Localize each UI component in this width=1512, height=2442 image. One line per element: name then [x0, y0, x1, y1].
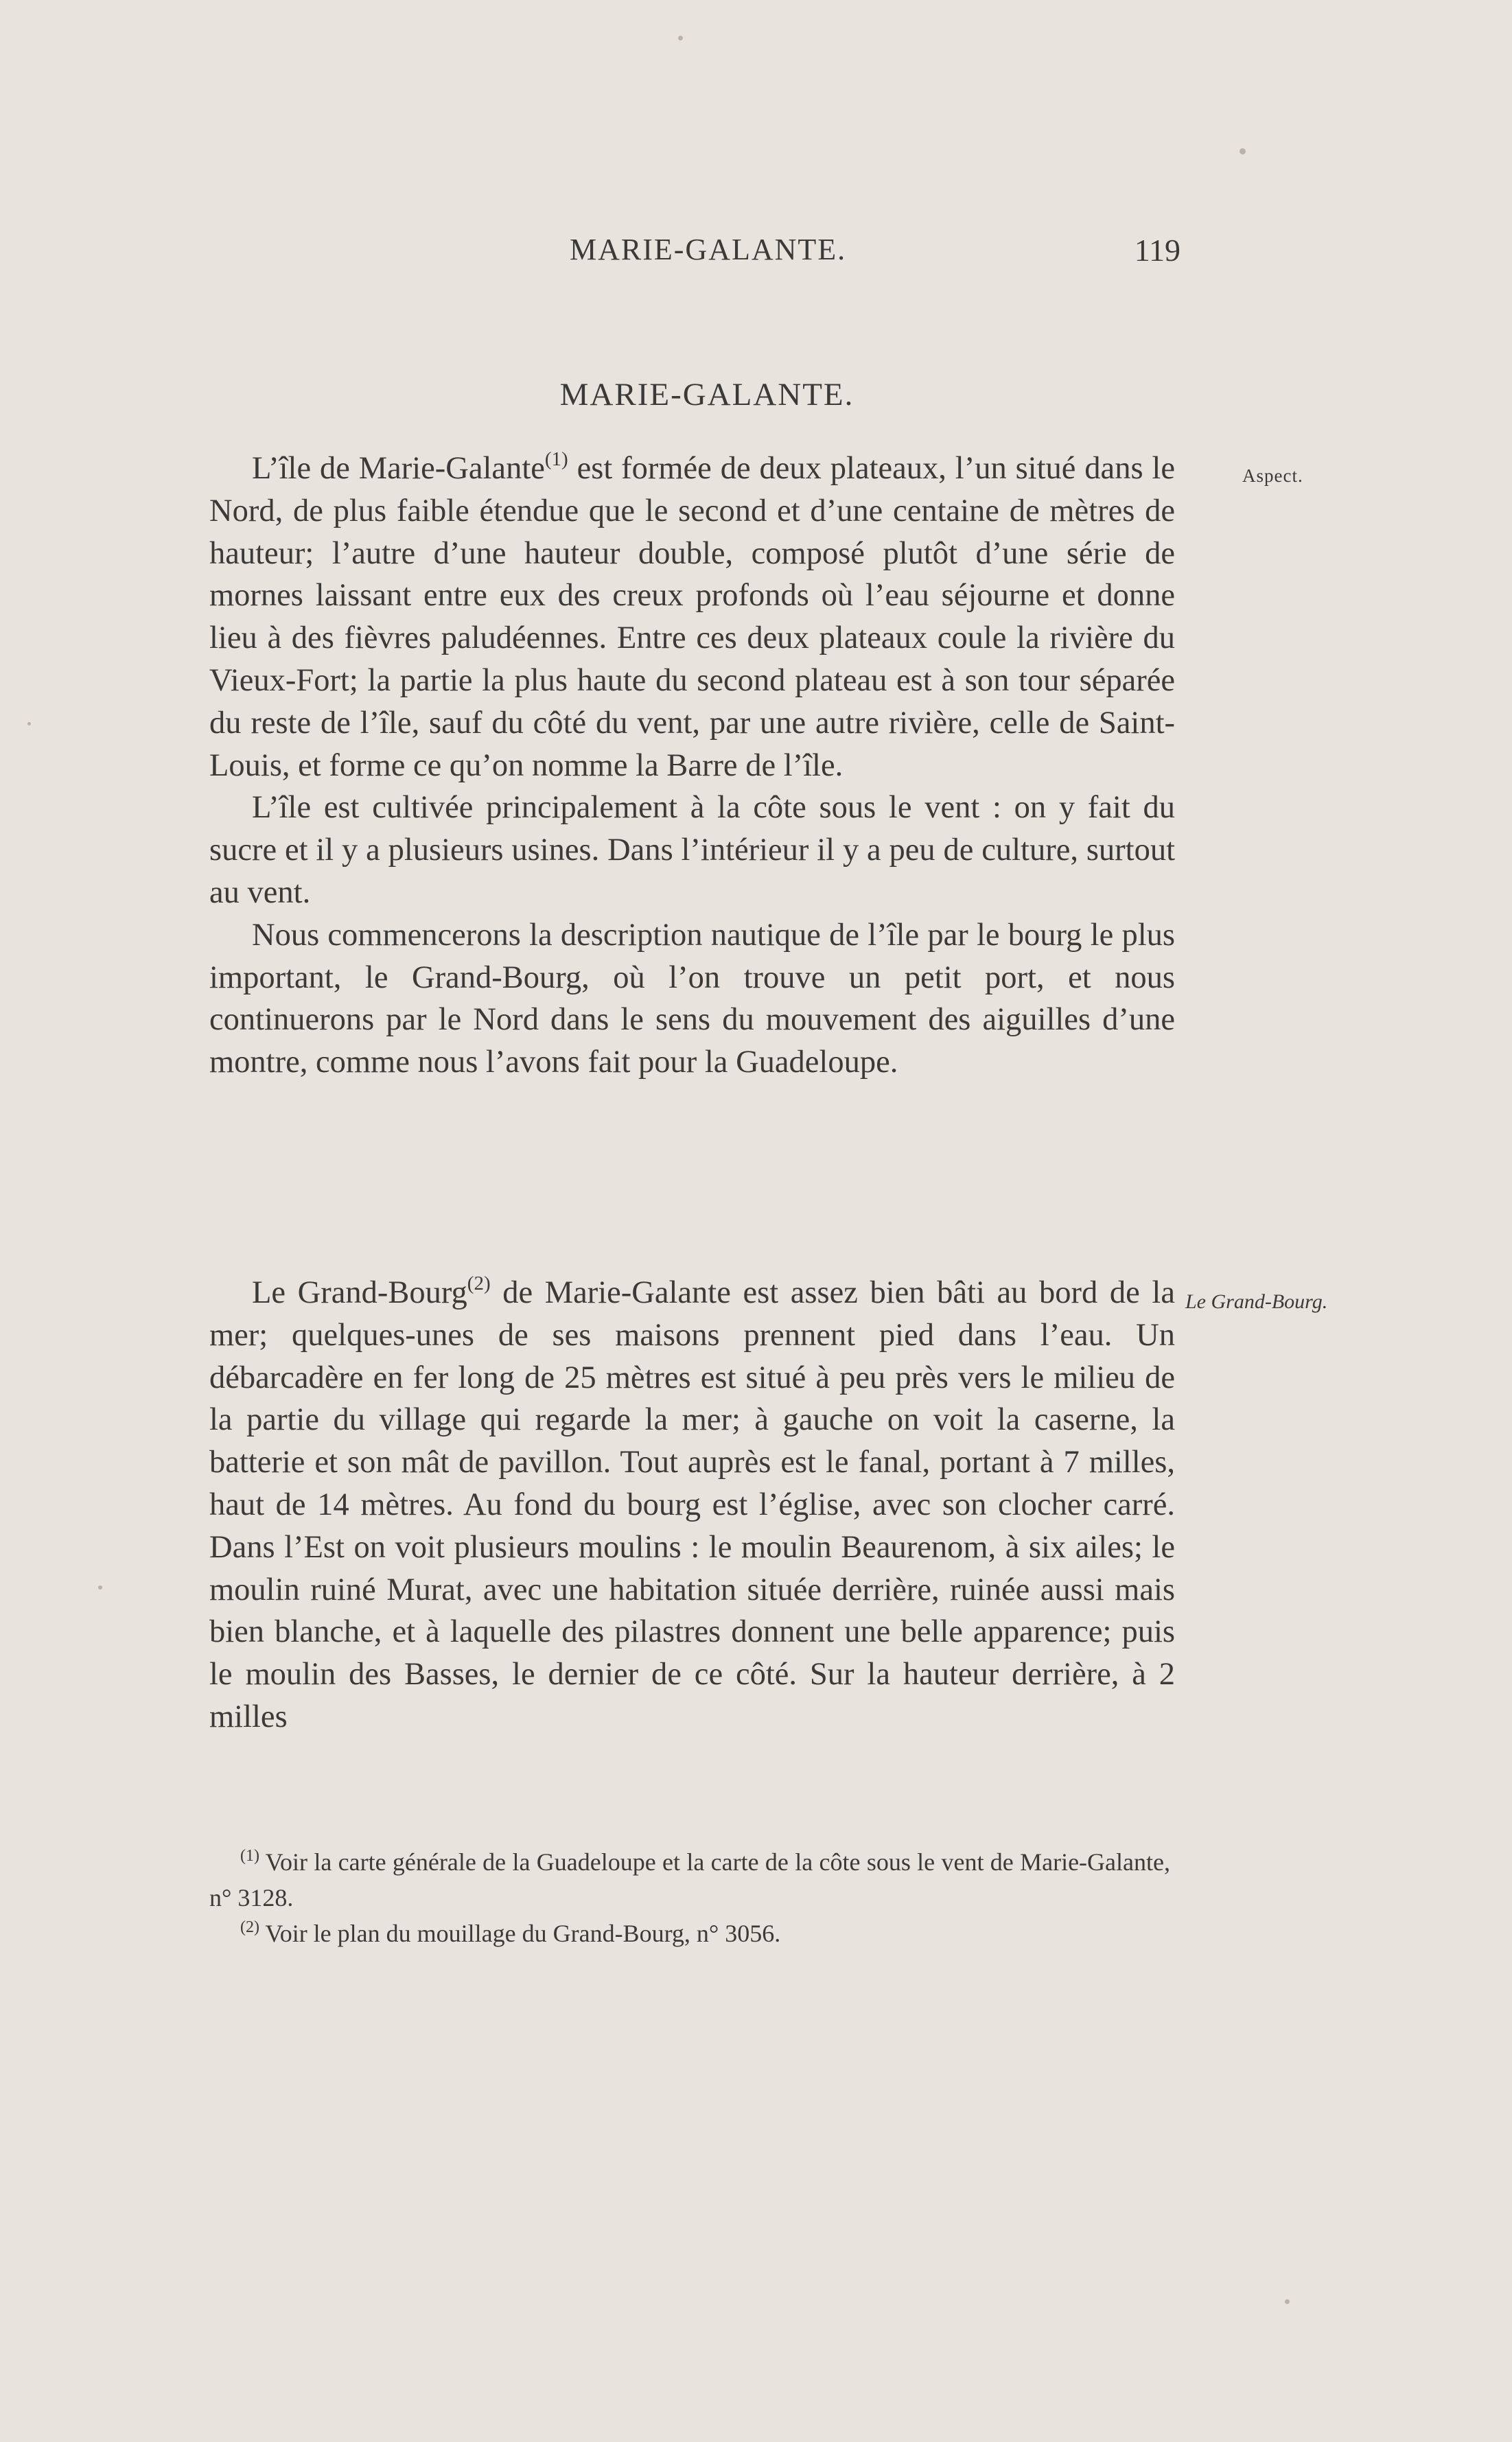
running-title: MARIE-GALANTE.: [570, 233, 847, 266]
footnote-2: [209, 1916, 1170, 1951]
paper-speck: [98, 1585, 102, 1590]
margin-note-grand-bourg: Le Grand-Bourg.: [1185, 1290, 1328, 1313]
paragraph-1: [209, 447, 1175, 787]
footnotes: [209, 1844, 1170, 1951]
footnote-1: [209, 1844, 1170, 1916]
paper-speck: [1240, 148, 1246, 154]
running-head: [206, 232, 1180, 273]
paragraph-4-lead: Le Grand-Bourg: [252, 1275, 467, 1310]
paragraph-4-body: de Marie-Galante est assez bien bâti au bord de la mer; quelques-unes de ses maisons prennent pied dans l’eau. Un débarcadère en fer long de 25 mètres est situé à peu près vers le milieu de la partie du village qui regarde la mer; à gauche on voit la caserne, la batterie et son mât de pavillon. Tout auprès est le fanal, portant à 7 milles, haut de 14 mètres. Au fond du bourg est l’église, avec son clocher carré. Dans l’Est on voit plusieurs moulins : le moulin Beaurenom, à six ailes; le moulin ruiné Murat, avec une habitation située derrière, ruinée aussi mais bien blanche, et à laquelle des pilastres donnent une belle apparence; puis le moulin des Basses, le dernier de ce côté. Sur la hauteur derrière, à 2 milles: [209, 1275, 1175, 1734]
footnote-2-text: Voir le plan du mouillage du Grand-Bourg, n° 3056.: [259, 1920, 781, 1947]
footnote-ref-2: (2): [467, 1272, 491, 1294]
section-title: MARIE-GALANTE.: [559, 377, 854, 412]
paper-speck: [27, 722, 31, 725]
page-number: 119: [1134, 233, 1180, 268]
text-block-aspect: [209, 447, 1175, 1084]
paragraph-2: L’île est cultivée principalement à la côte sous le vent : on y fait du sucre et il y a plusieurs usines. Dans l’intérieur il y a peu de culture, surtout au vent.: [209, 790, 1175, 910]
footnote-1-text: Voir la carte générale de la Guadeloupe et la carte de la côte sous le vent de Marie-Galante, n° 3128.: [209, 1848, 1170, 1911]
paragraph-3: Nous commencerons la description nautique de l’île par le bourg le plus important, le Grand-Bourg, où l’on trouve un petit port, et nous continuerons par le Nord dans le sens du mouvement des aiguilles d’une montre, comme nous l’avons fait pour la Guadeloupe.: [209, 917, 1175, 1080]
paragraph-4: [209, 1272, 1175, 1739]
text-block-grand-bourg: [209, 1272, 1175, 1739]
footnote-ref-1: (1): [544, 448, 568, 470]
margin-note-aspect: Aspect.: [1242, 465, 1303, 486]
paragraph-1-lead: L’île de Marie-Galante: [252, 451, 545, 486]
paragraph-1-body: est formée de deux plateaux, l’un situé dans le Nord, de plus faible étendue que le second et d’une centaine de mètres de hauteur; l’autre d’une hauteur double, composé plutôt d’une série de mornes laissant entre eux des creux profonds où l’eau séjourne et donne lieu à des fièvres paludéennes. Entre ces deux plateaux coule la rivière du Vieux-Fort; la partie la plus haute du second plateau est à son tour séparée du reste de l’île, sauf du côté du vent, par une autre rivière, celle de Saint-Louis, et forme ce qu’on nomme la Barre de l’île.: [209, 451, 1175, 783]
footnote-1-mark: (1): [240, 1847, 259, 1865]
paper-speck: [1285, 2299, 1290, 2304]
footnote-2-mark: (2): [240, 1918, 259, 1936]
paper-speck: [678, 36, 683, 40]
